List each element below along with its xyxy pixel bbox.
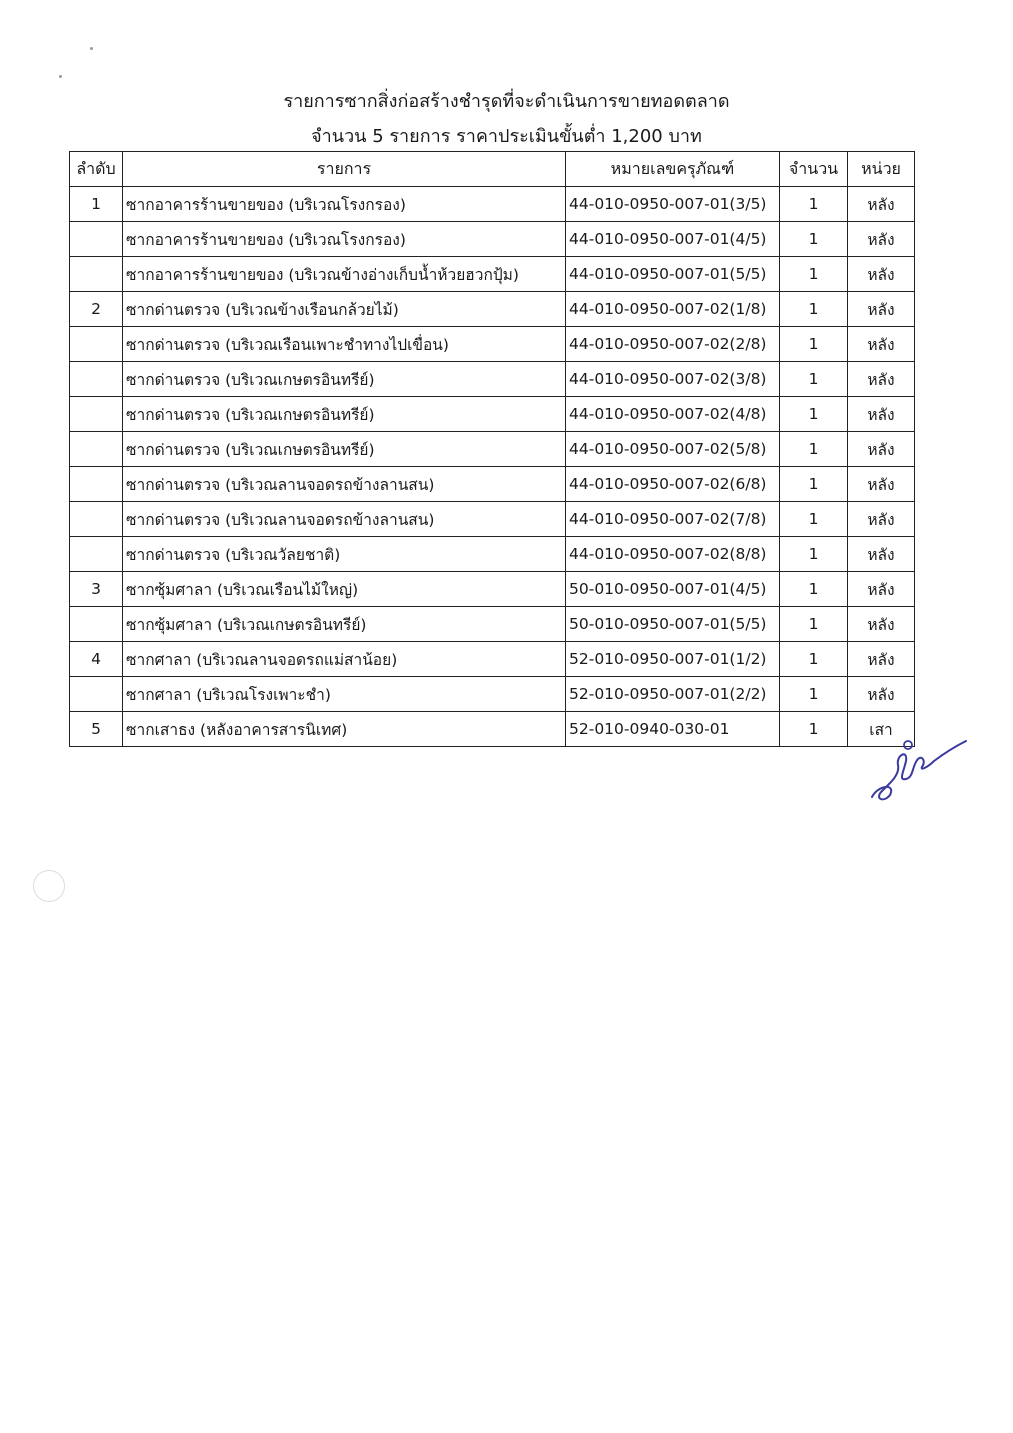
row-item: ซากด่านตรวจ (บริเวณเกษตรอินทรีย์) — [123, 362, 566, 397]
signature — [868, 735, 968, 805]
row-item: ซากด่านตรวจ (บริเวณเกษตรอินทรีย์) — [123, 432, 566, 467]
table-row — [70, 607, 915, 642]
row-number: 3 — [70, 572, 123, 607]
row-asset-code: 44-010-0950-007-01(5/5) — [566, 257, 780, 292]
table-row — [70, 432, 915, 467]
row-item: ซากด่านตรวจ (บริเวณลานจอดรถข้างลานสน) — [123, 502, 566, 537]
row-asset-code: 44-010-0950-007-02(4/8) — [566, 397, 780, 432]
row-item: ซากด่านตรวจ (บริเวณข้างเรือนกล้วยไม้) — [123, 292, 566, 327]
header-unit: หน่วย — [848, 152, 915, 187]
row-quantity: 1 — [780, 467, 848, 502]
row-asset-code: 44-010-0950-007-02(6/8) — [566, 467, 780, 502]
row-number — [70, 362, 123, 397]
row-unit: หลัง — [848, 257, 915, 292]
row-item: ซากซุ้มศาลา (บริเวณเกษตรอินทรีย์) — [123, 607, 566, 642]
row-unit: หลัง — [848, 397, 915, 432]
row-asset-code: 50-010-0950-007-01(4/5) — [566, 572, 780, 607]
row-unit: หลัง — [848, 677, 915, 712]
row-quantity: 1 — [780, 502, 848, 537]
table-row — [70, 292, 915, 327]
row-unit: หลัง — [848, 292, 915, 327]
table-row — [70, 362, 915, 397]
document-title: รายการซากสิ่งก่อสร้างชำรุดที่จะดำเนินการขายทอดตลาด — [283, 91, 730, 112]
row-quantity: 1 — [780, 432, 848, 467]
row-unit: หลัง — [848, 572, 915, 607]
row-quantity: 1 — [780, 572, 848, 607]
row-item: ซากศาลา (บริเวณโรงเพาะชำ) — [123, 677, 566, 712]
row-unit: หลัง — [848, 502, 915, 537]
row-asset-code: 44-010-0950-007-02(2/8) — [566, 327, 780, 362]
row-number — [70, 677, 123, 712]
row-unit: หลัง — [848, 537, 915, 572]
row-quantity: 1 — [780, 537, 848, 572]
row-asset-code: 44-010-0950-007-02(3/8) — [566, 362, 780, 397]
row-item: ซากด่านตรวจ (บริเวณเกษตรอินทรีย์) — [123, 397, 566, 432]
row-item: ซากด่านตรวจ (บริเวณเรือนเพาะชำทางไปเขื่อน) — [123, 327, 566, 362]
row-unit: หลัง — [848, 222, 915, 257]
table-row — [70, 572, 915, 607]
row-asset-code: 52-010-0950-007-01(2/2) — [566, 677, 780, 712]
table-row — [70, 502, 915, 537]
row-number — [70, 257, 123, 292]
row-item: ซากด่านตรวจ (บริเวณลานจอดรถข้างลานสน) — [123, 467, 566, 502]
row-number: 2 — [70, 292, 123, 327]
row-unit: เสา — [848, 712, 915, 747]
table-row — [70, 327, 915, 362]
row-quantity: 1 — [780, 712, 848, 747]
row-number — [70, 397, 123, 432]
scan-speck — [90, 47, 93, 50]
row-unit: หลัง — [848, 642, 915, 677]
table-header-row — [70, 152, 915, 187]
row-number — [70, 432, 123, 467]
row-quantity: 1 — [780, 187, 848, 222]
table-row — [70, 257, 915, 292]
table-row — [70, 467, 915, 502]
row-asset-code: 52-010-0950-007-01(1/2) — [566, 642, 780, 677]
items-table — [69, 151, 915, 747]
signature-stroke — [872, 741, 966, 799]
row-number — [70, 222, 123, 257]
row-number: 1 — [70, 187, 123, 222]
signature-loop — [904, 741, 912, 749]
row-quantity: 1 — [780, 292, 848, 327]
row-asset-code: 44-010-0950-007-01(3/5) — [566, 187, 780, 222]
row-item: ซากศาลา (บริเวณลานจอดรถแม่สาน้อย) — [123, 642, 566, 677]
header-quantity: จำนวน — [780, 152, 848, 187]
row-asset-code: 52-010-0940-030-01 — [566, 712, 780, 747]
row-asset-code: 44-010-0950-007-02(7/8) — [566, 502, 780, 537]
row-item: ซากอาคารร้านขายของ (บริเวณโรงกรอง) — [123, 187, 566, 222]
table-row — [70, 187, 915, 222]
row-unit: หลัง — [848, 327, 915, 362]
row-asset-code: 44-010-0950-007-01(4/5) — [566, 222, 780, 257]
row-item: ซากด่านตรวจ (บริเวณวัลยชาติ) — [123, 537, 566, 572]
row-item: ซากซุ้มศาลา (บริเวณเรือนไม้ใหญ่) — [123, 572, 566, 607]
row-unit: หลัง — [848, 362, 915, 397]
scan-speck — [59, 75, 62, 78]
row-quantity: 1 — [780, 607, 848, 642]
table-row — [70, 397, 915, 432]
row-number: 4 — [70, 642, 123, 677]
document-subtitle: จำนวน 5 รายการ ราคาประเมินขั้นต่ำ 1,200 บาท — [311, 126, 702, 147]
row-quantity: 1 — [780, 397, 848, 432]
header-asset-code: หมายเลขครุภัณฑ์ — [566, 152, 780, 187]
row-asset-code: 44-010-0950-007-02(1/8) — [566, 292, 780, 327]
header-item: รายการ — [123, 152, 566, 187]
table-row — [70, 222, 915, 257]
table-row — [70, 642, 915, 677]
row-number: 5 — [70, 712, 123, 747]
row-quantity: 1 — [780, 642, 848, 677]
row-number — [70, 502, 123, 537]
scan-punch-hole-mark — [33, 870, 65, 902]
row-unit: หลัง — [848, 607, 915, 642]
header-no: ลำดับ — [70, 152, 123, 187]
row-number — [70, 607, 123, 642]
row-item: ซากอาคารร้านขายของ (บริเวณข้างอ่างเก็บน้ำห้วยฮวกปุ้ม) — [123, 257, 566, 292]
row-item: ซากเสาธง (หลังอาคารสารนิเทศ) — [123, 712, 566, 747]
row-quantity: 1 — [780, 362, 848, 397]
row-item: ซากอาคารร้านขายของ (บริเวณโรงกรอง) — [123, 222, 566, 257]
table-row — [70, 677, 915, 712]
row-asset-code: 44-010-0950-007-02(5/8) — [566, 432, 780, 467]
row-quantity: 1 — [780, 257, 848, 292]
row-unit: หลัง — [848, 432, 915, 467]
row-number — [70, 467, 123, 502]
row-asset-code: 50-010-0950-007-01(5/5) — [566, 607, 780, 642]
table-row — [70, 712, 915, 747]
row-asset-code: 44-010-0950-007-02(8/8) — [566, 537, 780, 572]
row-quantity: 1 — [780, 222, 848, 257]
row-number — [70, 327, 123, 362]
table-row — [70, 537, 915, 572]
row-unit: หลัง — [848, 187, 915, 222]
row-number — [70, 537, 123, 572]
row-quantity: 1 — [780, 327, 848, 362]
row-quantity: 1 — [780, 677, 848, 712]
row-unit: หลัง — [848, 467, 915, 502]
